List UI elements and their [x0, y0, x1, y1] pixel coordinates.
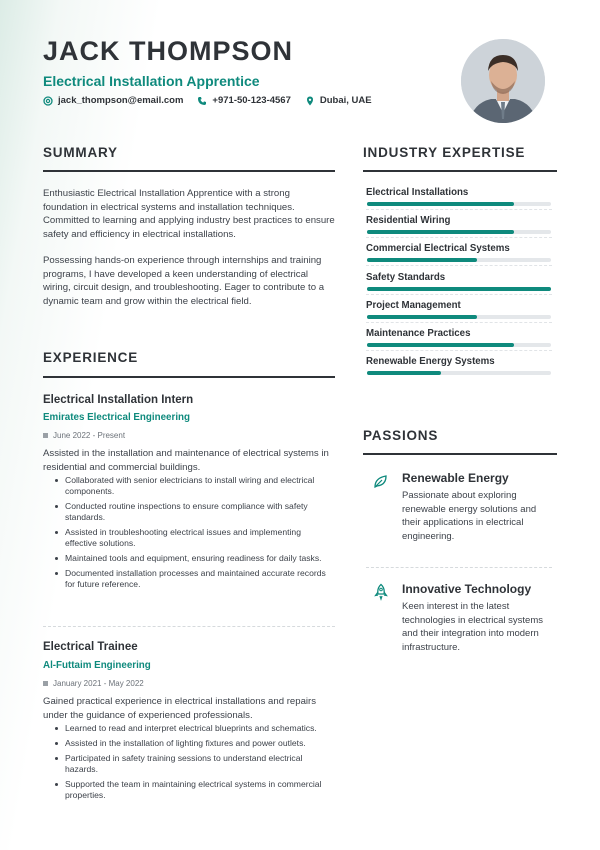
skill-level-bar — [367, 287, 551, 291]
experience-heading: EXPERIENCE — [43, 350, 139, 365]
job-title: Electrical Trainee — [43, 641, 138, 653]
skill-level-fill — [367, 287, 551, 291]
phone-icon — [197, 96, 207, 106]
job-bullets — [43, 475, 335, 594]
list-item: Documented installation processes and maintained accurate records for future reference. — [43, 568, 335, 590]
passion-description: Keen interest in the latest technologies in electrical systems and their integration into modern infrastructure. — [402, 601, 543, 653]
skill-separator — [366, 294, 552, 295]
skill-separator — [366, 209, 552, 210]
expertise-heading: INDUSTRY EXPERTISE — [363, 145, 526, 160]
location-text: Dubai, UAE — [319, 95, 372, 106]
skill-item — [366, 328, 552, 351]
list-item: Assisted in troubleshooting electrical issues and implementing effective solutions. — [43, 527, 335, 549]
job-description: Assisted in the installation and maintenance of electrical systems in residential and commercial buildings. — [43, 448, 329, 473]
job-dates — [43, 431, 125, 440]
at-icon — [43, 96, 53, 106]
skill-item — [366, 187, 552, 210]
skill-separator — [366, 350, 552, 351]
summary-heading: SUMMARY — [43, 145, 118, 160]
skill-level-bar — [367, 371, 551, 375]
calendar-icon — [43, 681, 48, 686]
skill-item — [366, 300, 552, 323]
skill-level-bar — [367, 258, 551, 262]
job-dates-text: June 2022 - Present — [53, 431, 126, 440]
passions-rule — [363, 453, 557, 455]
passion-title: Innovative Technology — [402, 582, 532, 596]
leaf-icon — [372, 472, 390, 490]
skill-level-fill — [367, 371, 441, 375]
phone-text: +971-50-123-4567 — [212, 95, 291, 106]
skill-name: Electrical Installations — [366, 187, 469, 198]
job-dates — [43, 679, 144, 688]
skill-level-bar — [367, 343, 551, 347]
skill-level-fill — [367, 315, 477, 319]
skill-separator — [366, 265, 552, 266]
list-item: Participated in safety training sessions to understand electrical hazards. — [43, 753, 335, 775]
skill-name: Commercial Electrical Systems — [366, 243, 510, 255]
job-company: Emirates Electrical Engineering — [43, 412, 191, 423]
skill-name: Renewable Energy Systems — [366, 356, 495, 368]
skill-name: Safety Standards — [366, 271, 446, 283]
list-item: Learned to read and interpret electrical blueprints and schematics. — [43, 723, 335, 734]
passion-title: Renewable Energy — [402, 471, 509, 485]
passions-heading: PASSIONS — [363, 428, 439, 443]
summary-paragraph-2: Possessing hands-on experience through internships and training programs, I have developed a keen understanding of electrical wiring, circuit design, and troubleshooting. Eager to contribute to a dynamic team and grow within the electrical field. — [43, 255, 325, 307]
skill-name: Maintenance Practices — [366, 328, 471, 339]
contact-row — [43, 95, 372, 106]
calendar-icon — [43, 433, 48, 438]
candidate-name: JACK THOMPSON — [43, 36, 294, 66]
skill-item — [366, 215, 552, 238]
job-separator — [43, 626, 335, 627]
expertise-rule — [363, 170, 557, 172]
contact-location — [305, 95, 372, 106]
experience-rule — [43, 376, 335, 378]
skill-item — [366, 272, 552, 295]
skill-level-bar — [367, 315, 551, 319]
skill-name: Project Management — [366, 299, 461, 311]
skill-item — [366, 243, 552, 266]
list-item: Supported the team in maintaining electrical systems in commercial properties. — [43, 779, 335, 801]
job-title: Electrical Installation Intern — [43, 394, 194, 406]
avatar — [461, 39, 545, 123]
email-text: jack_thompson@email.com — [58, 95, 184, 106]
skill-level-fill — [367, 230, 514, 234]
skill-separator — [366, 322, 552, 323]
list-item: Maintained tools and equipment, ensuring readiness for daily tasks. — [43, 553, 335, 564]
candidate-role: Electrical Installation Apprentice — [43, 73, 260, 89]
skill-item — [366, 356, 552, 375]
list-item: Collaborated with senior electricians to install wiring and electrical components. — [43, 475, 335, 497]
contact-email[interactable] — [43, 95, 183, 106]
skill-level-fill — [367, 258, 477, 262]
job-company: Al-Futtaim Engineering — [43, 660, 151, 671]
job-bullets — [43, 723, 335, 805]
skill-level-bar — [367, 230, 551, 234]
list-item: Conducted routine inspections to ensure compliance with safety standards. — [43, 501, 335, 523]
contact-phone[interactable] — [197, 95, 290, 106]
skill-level-bar — [367, 202, 551, 206]
passion-separator — [366, 567, 552, 568]
list-item: Assisted in the installation of lighting fixtures and power outlets. — [43, 738, 335, 749]
skill-name: Residential Wiring — [366, 215, 451, 227]
passion-description: Passionate about exploring renewable energy solutions and their applications in electrical engineering. — [402, 490, 537, 542]
summary-rule — [43, 170, 335, 172]
skill-separator — [366, 237, 552, 238]
location-pin-icon — [305, 96, 315, 106]
job-description: Gained practical experience in electrical installations and repairs under the guidance of experienced professionals. — [43, 696, 317, 721]
skill-level-fill — [367, 343, 514, 347]
rocket-icon — [372, 583, 390, 601]
skill-level-fill — [367, 202, 514, 206]
summary-paragraph-1: Enthusiastic Electrical Installation Apprentice with a strong foundation in electrical systems and installation techniques. Committed to learning and applying industry best practices to ensure safety and efficiency in electrical installations. — [43, 188, 335, 240]
job-dates-text: January 2021 - May 2022 — [53, 679, 144, 688]
